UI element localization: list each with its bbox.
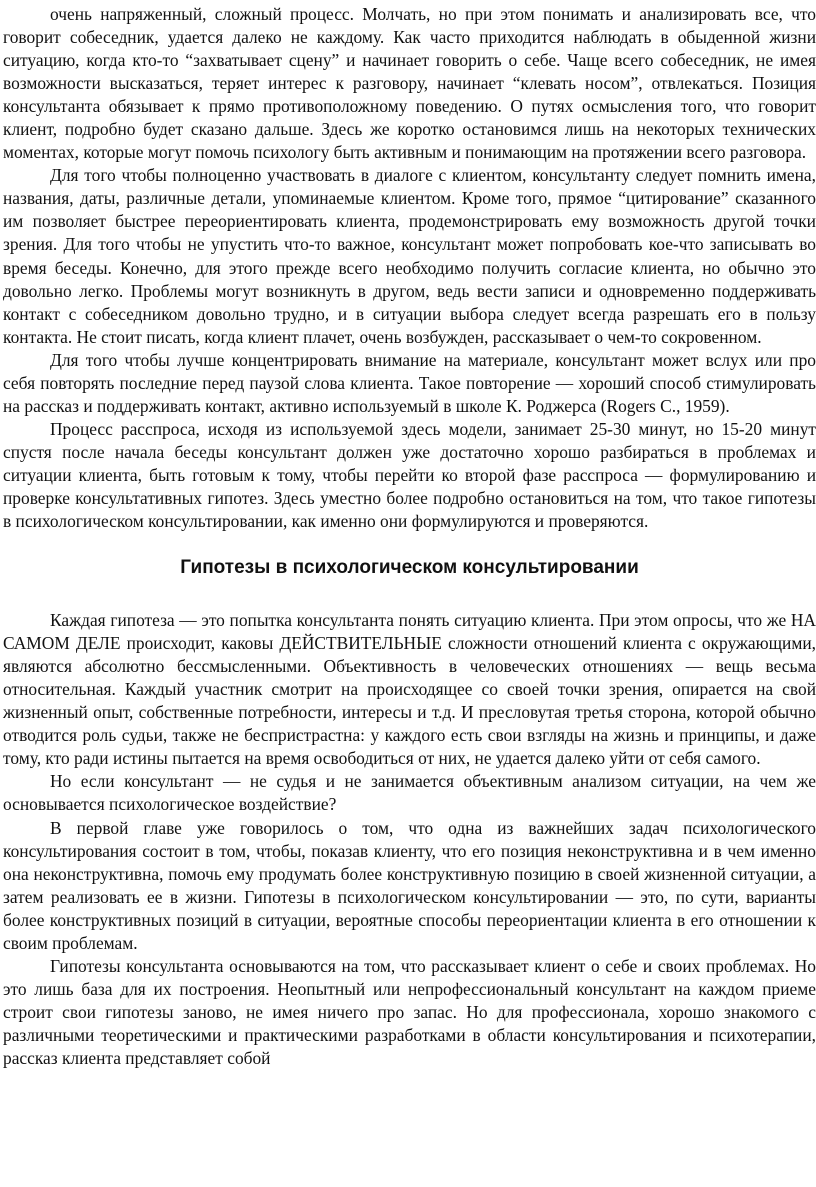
paragraph-6: Но если консультант — не судья и не занимается объективным анализом ситуации, на чем же основывается психологическое воздействие? bbox=[3, 771, 816, 815]
paragraph-7: В первой главе уже говорилось о том, что одна из важнейших задач психологического консультирования состоит в том, чтобы, показав клиенту, что его позиция неконструктивна и в чем именно она неконструктивна, помочь ему продумать более конструктивную позицию в своей жизненной ситуации, а затем реализовать ее в жизни. Гипотезы в психологическом консультировании — это, по сути, варианты более конструктивных позиций в ситуации, вероятные способы переориентации клиента в его отношении к своим проблемам. bbox=[3, 817, 816, 953]
paragraph-8: Гипотезы консультанта основываются на том, что рассказывает клиент о себе и своих проблемах. Но это лишь база для их построения. Неопытный или непрофессиональный консультант на каждом приеме строит свои гипотезы заново, не имея ничего про запас. Но для профессионала, хорошо знакомого с различными теоретическими и практическими разработками в области консультирования и психотерапии, рассказ клиента представляет собой bbox=[3, 955, 816, 1068]
paragraph-5: Каждая гипотеза — это попытка консультанта понять ситуацию клиента. При этом опросы, что же НА САМОМ ДЕЛЕ происходит, каковы ДЕЙСТВИТЕЛЬНЫЕ сложности отношений клиента с окружающими, являются абсолютно бессмысленными. Объективность в человеческих отношениях — вещь весьма относительная. Каждый участник смотрит на происходящее со своей точки зрения, опирается на свой жизненный опыт, собственные потребности, интересы и т.д. И пресловутая третья сторона, которой обычно отводится роль судьи, также не беспристрастна: у каждого есть свои взгляды на жизнь и принципы, и даже тому, кто ради истины пытается на время освободиться от них, не удается далеко уйти от себя самого. bbox=[3, 610, 816, 769]
document-body bbox=[3, 3, 816, 1070]
paragraph-1: очень напряженный, сложный процесс. Молчать, но при этом понимать и анализировать все, что говорит собеседник, удается далеко не каждому. Как часто приходится наблюдать в обыденной жизни ситуацию, когда кто-то “захватывает сцену” и начинает говорить о себе. Чаще всего собеседник, не имея возможности высказаться, теряет интерес к разговору, начинает “клевать носом”, отвлекаться. Позиция консультанта обязывает к прямо противоположному поведению. О путях осмысления того, что говорит клиент, подробно будет сказано дальше. Здесь же коротко остановимся лишь на некоторых технических моментах, которые могут помочь психологу быть активным и понимающим на протяжении всего разговора. bbox=[3, 4, 816, 163]
paragraph-2: Для того чтобы полноценно участвовать в диалоге с клиентом, консультанту следует помнить имена, названия, даты, различные детали, упоминаемые клиентом. Кроме того, прямое “цитирование” сказанного им позволяет быстрее переориентировать клиента, продемонстрировать ему возможность другой точки зрения. Для того чтобы не упустить что-то важное, консультант может попробовать кое-что записывать во время беседы. Конечно, для этого прежде всего необходимо получить согласие клиента, но обычно это довольно легко. Проблемы могут возникнуть в другом, ведь вести записи и одновременно поддерживать контакт с собеседником довольно трудно, и в ситуации выбора следует всегда разрешать его в пользу контакта. Не стоит писать, когда клиент плачет, очень возбужден, рассказывает о чем-то сокровенном. bbox=[3, 165, 816, 347]
paragraph-3: Для того чтобы лучше концентрировать внимание на материале, консультант может вслух или про себя повторять последние перед паузой слова клиента. Такое повторение — хороший способ стимулировать на рассказ и поддерживать контакт, активно используемый в школе К. Роджерса (Rogers C., 1959). bbox=[3, 349, 816, 416]
paragraph-4: Процесс расспроса, исходя из используемой здесь модели, занимает 25-30 минут, но 15-20 минут спустя после начала беседы консультант должен уже достаточно хорошо разбираться в проблемах и ситуации клиента, быть готовым к тому, чтобы перейти ко второй фазе расспроса — формулированию и проверке консультативных гипотез. Здесь уместно более подробно остановиться на том, что такое гипотезы в психологическом консультировании, как именно они формулируются и проверяются. bbox=[3, 418, 816, 532]
section-heading: Гипотезы в психологическом консультировании bbox=[180, 557, 639, 579]
